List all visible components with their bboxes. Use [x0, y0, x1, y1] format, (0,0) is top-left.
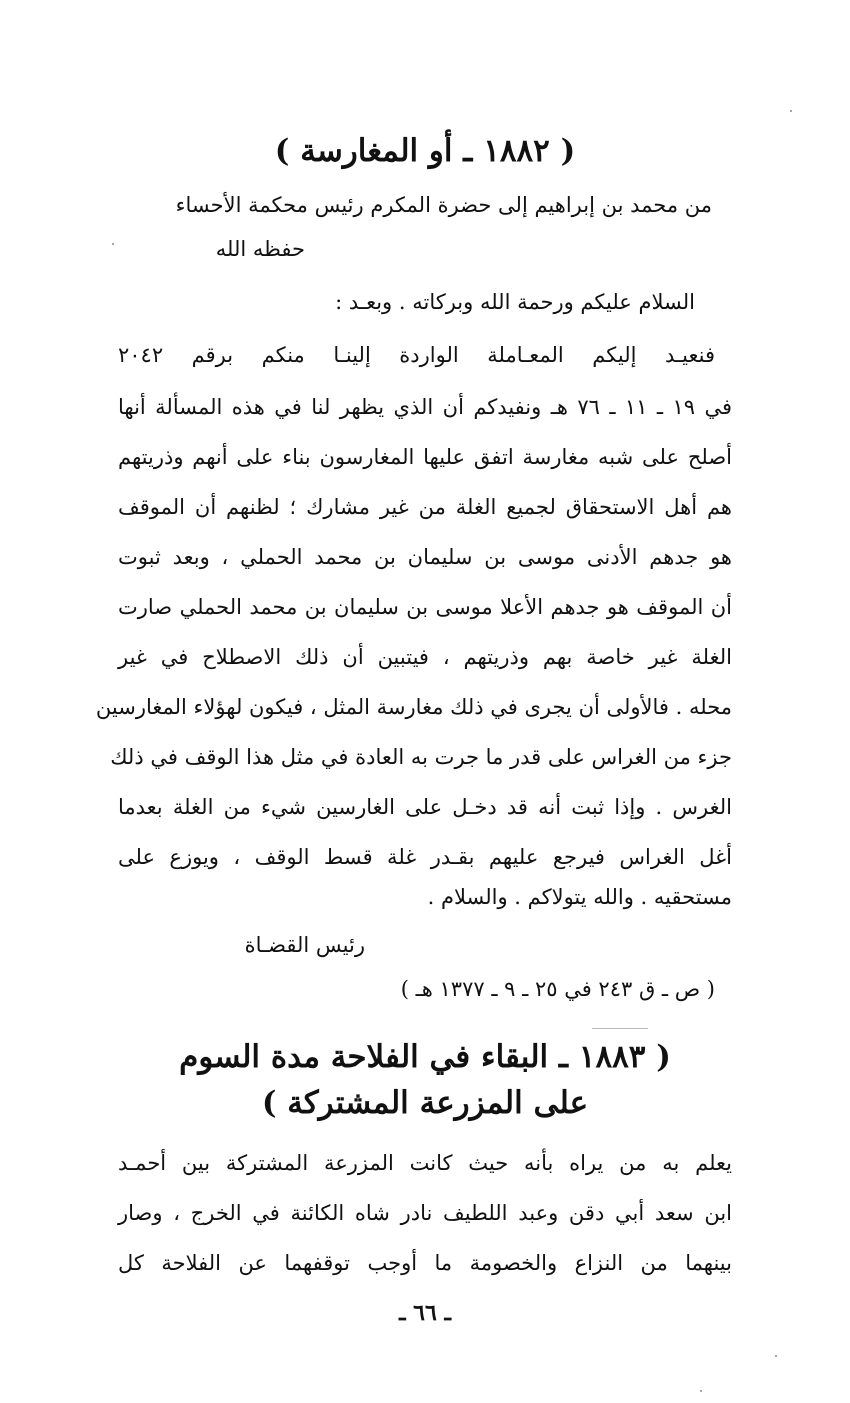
- body-line-5: هو جدهم الأدنى موسى بن سليمان بن محمد الحملي ، وبعد ثبوت: [118, 545, 732, 569]
- body-line-12: مستحقيه . والله يتولاكم . والسلام .: [427, 885, 732, 909]
- signature: رئيس القضـاة: [244, 933, 365, 957]
- page-number: ـ ٦٦ ـ: [399, 1300, 451, 1326]
- section-2-body-line-3: بينهما من النزاع والخصومة ما أوجب توقفهما عن الفلاحة كل: [118, 1251, 732, 1275]
- section-2-body-line-1: يعلم به من يراه بأنه حيث كانت المزرعة المشتركة بين أحمـد: [118, 1151, 732, 1175]
- section-1883-heading-line-2: على المزرعة المشتركة ): [261, 1085, 589, 1121]
- body-line-10: الغرس . وإذا ثبت أنه قد دخـل على الغارسين شيء من الغلة بعدما: [118, 795, 732, 819]
- body-line-9: جزء من الغراس على قدر ما جرت به العادة في مثل هذا الوقف في ذلك: [110, 745, 732, 769]
- greeting-line: السلام عليكم ورحمة الله وبركاته . وبعـد :: [335, 290, 695, 314]
- section-1883-heading-line-1: ( ١٨٨٣ ـ البقاء في الفلاحة مدة السوم: [179, 1039, 671, 1075]
- reference-note: ( ص ـ ق ٢٤٣ في ٢٥ ـ ٩ ـ ١٣٧٧ هـ ): [400, 977, 715, 1001]
- section-1882-heading: ( ١٨٨٢ ـ أو المغارسة ): [274, 133, 576, 169]
- body-line-1: فنعيـد إليكم المعـاملة الواردة إلينـا منكم برقم ٢٠٤٢: [118, 343, 715, 367]
- address-line: من محمد بن إبراهيم إلى حضرة المكرم رئيس محكمة الأحساء: [175, 193, 712, 217]
- body-line-7: الغلة غير خاصة بهم وذريتهم ، فيتبين أن ذلك الاصطلاح في غير: [118, 645, 732, 669]
- body-line-6: أن الموقف هو جدهم الأعلا موسى بن سليمان بن محمد الحملي صارت: [118, 595, 732, 619]
- body-line-4: هم أهل الاستحقاق لجميع الغلة من غير مشارك ؛ لظنهم أن الموقف: [118, 495, 732, 519]
- body-line-8: محله . فالأولى أن يجرى في ذلك مغارسة المثل ، فيكون لهؤلاء المغارسين: [95, 695, 732, 719]
- body-line-2: في ١٩ ـ ١١ ـ ٧٦ هـ ونفيدكم أن الذي يظهر لنا في هذه المسألة أنها: [118, 395, 732, 419]
- body-line-3: أصلح على شبه مغارسة اتفق عليها المغارسون بناء على أنهم وذريتهم: [118, 445, 732, 469]
- body-line-11: أغل الغراس فيرجع عليهم بقـدر غلة قسط الوقف ، ويوزع على: [118, 845, 732, 869]
- divider-mark: [592, 1028, 648, 1029]
- section-2-body-line-2: ابن سعد أبي دقن وعبد اللطيف نادر شاه الكائنة في الخرج ، وصار: [118, 1201, 732, 1225]
- address-line-blessing: حفظه الله: [215, 237, 305, 261]
- scan-speck: [112, 243, 114, 245]
- scan-speck: [790, 110, 792, 112]
- scan-speck: [700, 1390, 702, 1392]
- scan-speck: [775, 1355, 777, 1357]
